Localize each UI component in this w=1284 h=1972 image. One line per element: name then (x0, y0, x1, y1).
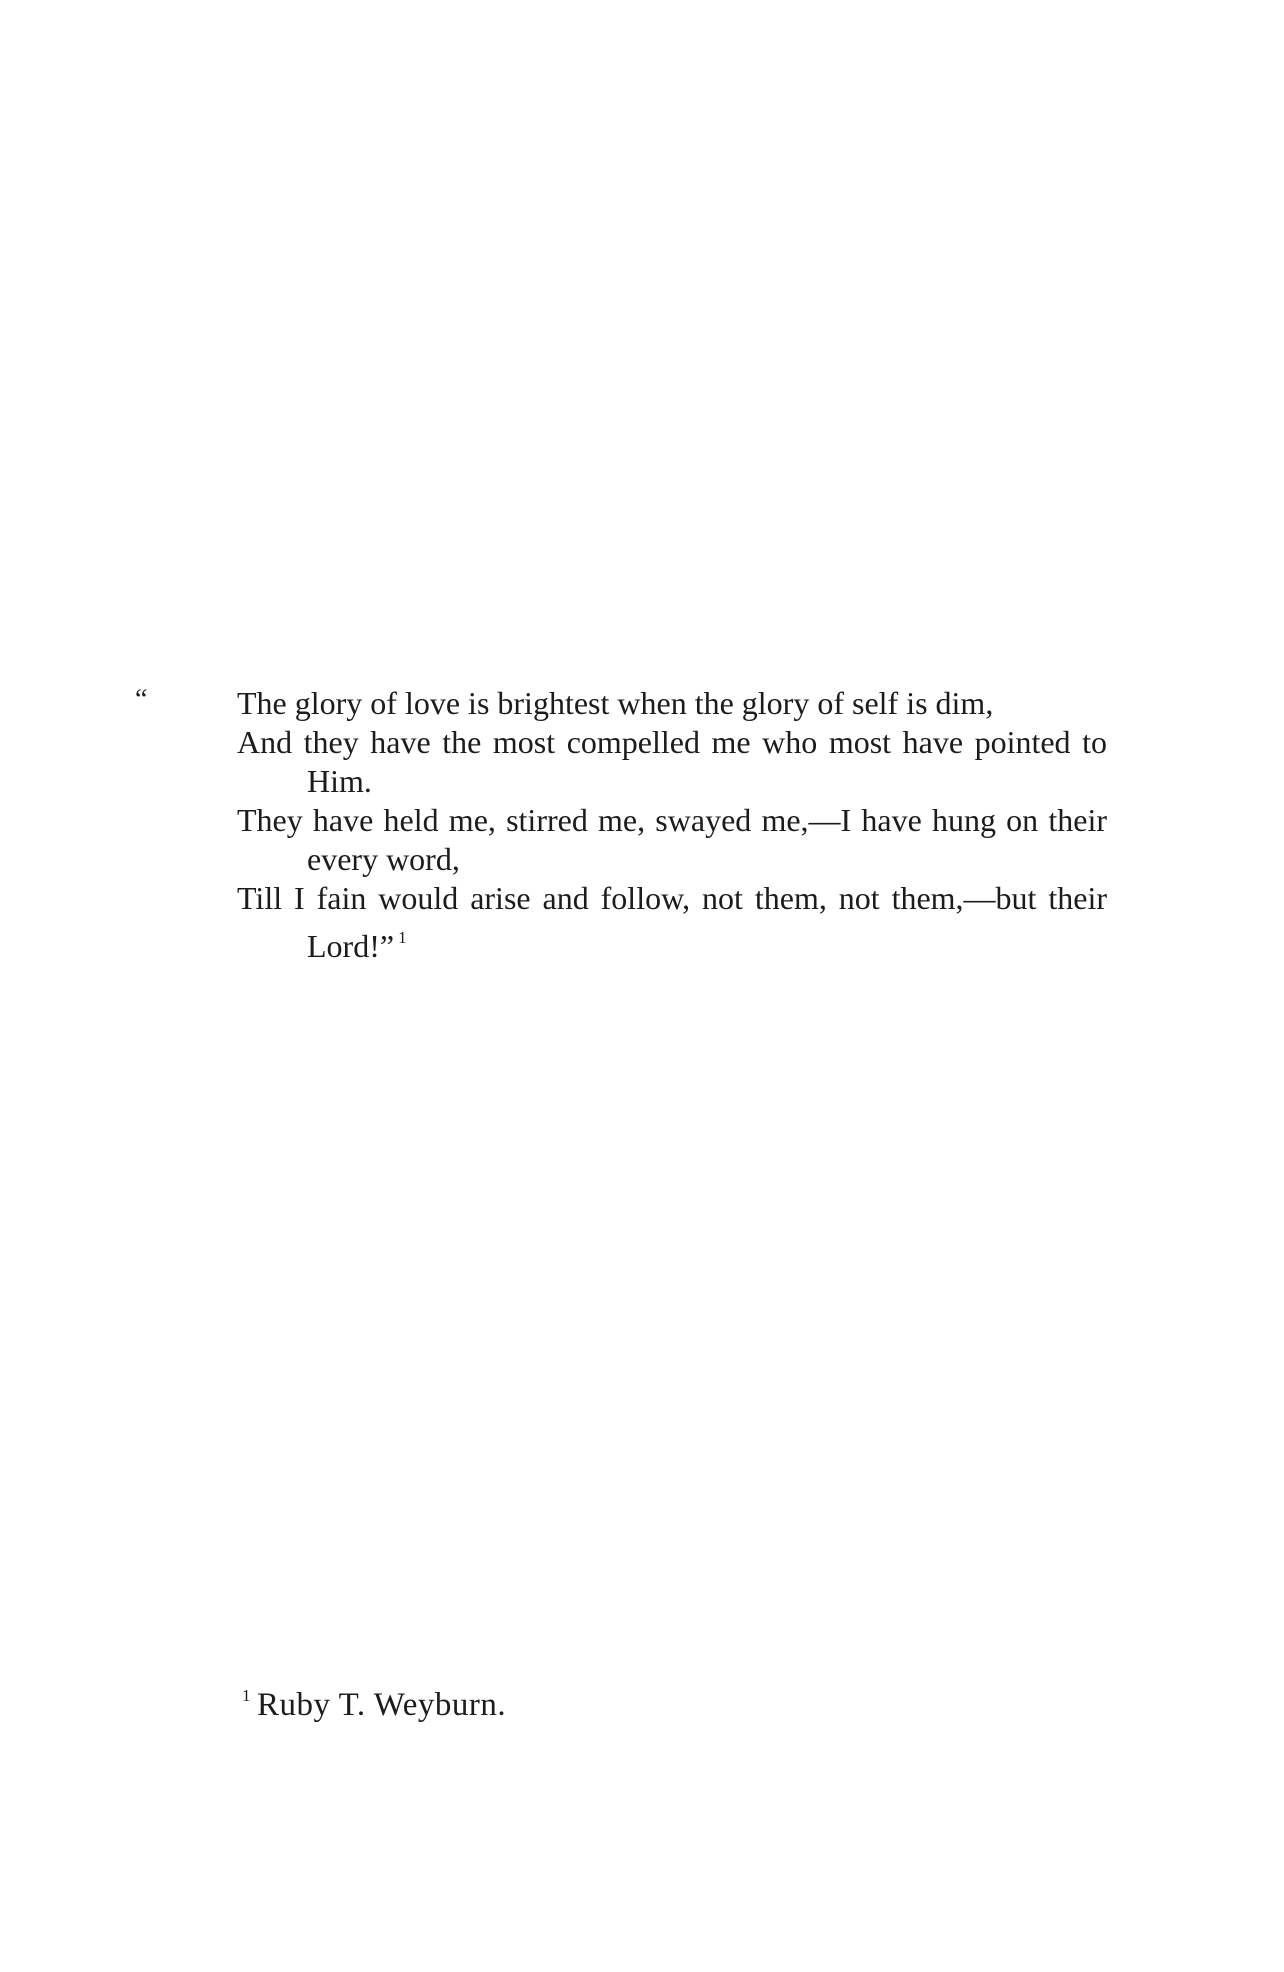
poem-line (237, 723, 1107, 801)
poem-line-text: And they have the most compelled me who most have pointed to Him. (237, 724, 1107, 799)
poem-line-text: The glory of love is brightest when the glory of self is dim, (237, 685, 994, 721)
poem-line-text: They have held me, stirred me, swayed me,—I have hung on their every word, (237, 802, 1107, 877)
footnote-reference: 1 (398, 928, 407, 947)
footnote-text: Ruby T. Weyburn. (257, 1687, 507, 1723)
poem-line: “ The glory of love is brightest when the glory of self is dim, (135, 684, 994, 721)
poem-line (237, 879, 1107, 966)
footnote (242, 1676, 506, 1725)
poem-line (237, 801, 1107, 879)
poem-line-text: Till I fain would arise and follow, not them, not them,—but their Lord!” (237, 880, 1107, 964)
footnote-mark: 1 (242, 1686, 251, 1705)
poem-quotation (135, 684, 1107, 966)
